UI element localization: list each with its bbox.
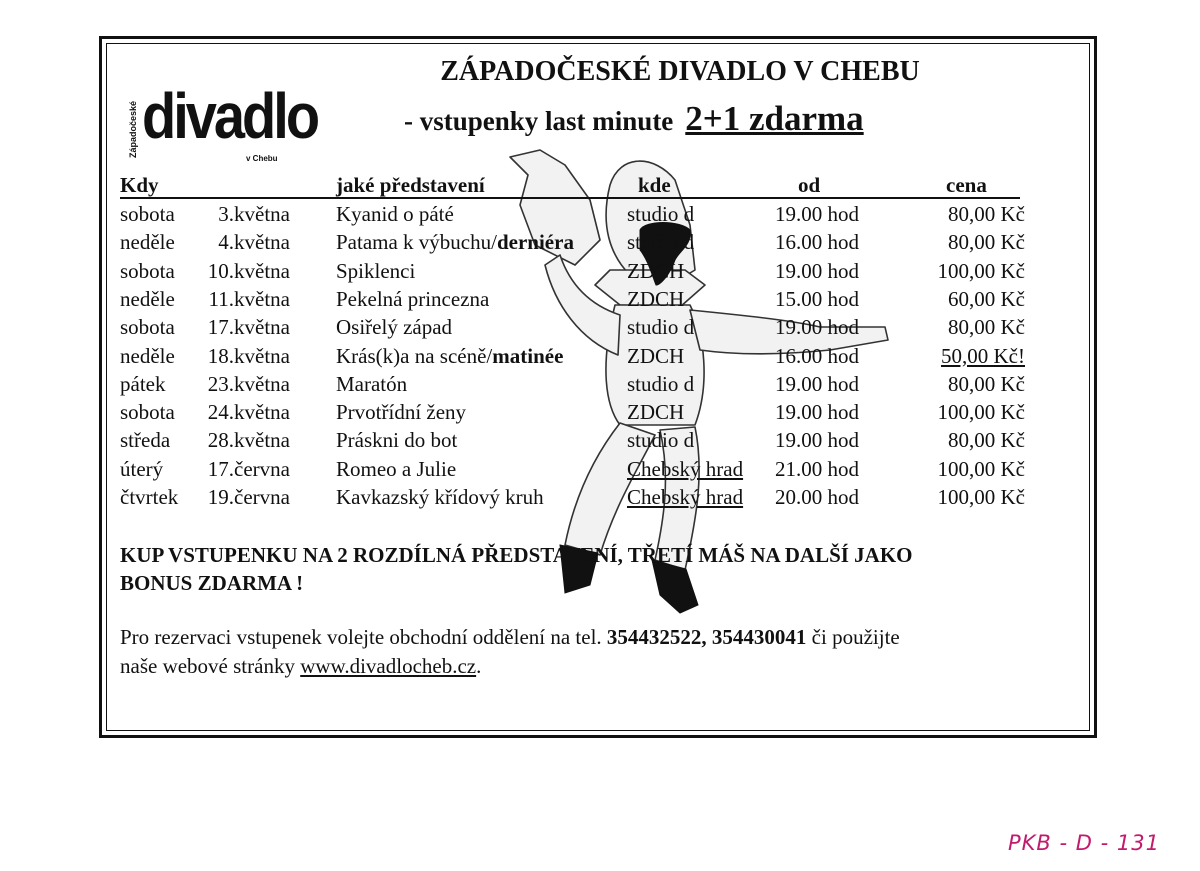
row-day: středa xyxy=(120,428,171,453)
row-date: 4.května xyxy=(218,230,290,255)
row-date: 10.května xyxy=(207,258,290,283)
row-date: 28.května xyxy=(207,428,290,453)
divadlo-logo xyxy=(128,78,318,168)
row-time: 21.00 hod xyxy=(775,456,859,481)
row-place: studio d xyxy=(627,428,695,453)
promo-line-1: KUP VSTUPENKU NA 2 ROZDÍLNÁ PŘEDSTAVENÍ, TŘETÍ MÁŠ NA DALŠÍ JAKO xyxy=(120,543,913,567)
row-price: 100,00 Kč xyxy=(937,456,1025,481)
row-time: 19.00 hod xyxy=(775,258,859,283)
show-title: Práskni do bot xyxy=(336,428,458,453)
table-row xyxy=(120,313,1040,341)
row-date: 11.května xyxy=(208,286,290,311)
page-title: ZÁPADOČESKÉ DIVADLO V CHEBU xyxy=(440,56,920,87)
info-text-line2: naše webové stránky xyxy=(120,654,295,678)
row-show xyxy=(336,483,544,511)
header-underline xyxy=(120,197,1020,199)
table-row xyxy=(120,483,1040,511)
col-header-where: kde xyxy=(638,173,671,197)
row-day: sobota xyxy=(120,202,175,226)
row-place: Chebský hrad xyxy=(627,456,744,481)
phone-numbers: 354432522, 354430041 xyxy=(606,625,807,649)
table-row xyxy=(120,370,1040,398)
row-price: 80,00 Kč xyxy=(948,371,1025,396)
show-title: Spiklenci xyxy=(336,258,416,283)
row-date: 19.června xyxy=(207,485,290,509)
row-day: sobota xyxy=(120,258,175,283)
show-title: Osiřelý západ xyxy=(336,315,453,340)
table-row xyxy=(120,228,1040,256)
reservation-info xyxy=(120,623,1080,681)
row-price: 100,00 Kč xyxy=(937,400,1025,425)
row-day: čtvrtek xyxy=(120,485,179,509)
table-row xyxy=(120,455,1040,483)
row-show xyxy=(336,313,452,341)
promo-line-2: BONUS ZDARMA ! xyxy=(120,571,304,595)
row-day: sobota xyxy=(120,315,175,340)
show-note: derniéra xyxy=(496,230,574,255)
website-link[interactable]: www.divadlocheb.cz xyxy=(300,654,477,678)
table-row xyxy=(120,285,1040,313)
row-price: 80,00 Kč xyxy=(948,230,1025,255)
subtitle-prefix: - vstupenky last minute xyxy=(404,106,674,136)
row-price: 80,00 Kč xyxy=(948,202,1025,226)
row-show xyxy=(336,228,574,256)
row-price: 100,00 Kč xyxy=(937,485,1025,509)
row-show xyxy=(336,342,563,370)
row-price: 80,00 Kč xyxy=(948,428,1025,453)
row-date: 23.května xyxy=(207,371,290,396)
row-price: 60,00 Kč xyxy=(948,286,1025,311)
show-title: Kavkazský křídový kruh xyxy=(336,485,544,509)
row-place: studio d xyxy=(627,371,695,396)
show-title: Pekelná princezna xyxy=(336,286,490,311)
col-header-when: Kdy xyxy=(120,173,159,197)
row-show xyxy=(336,426,457,454)
row-place: studio d xyxy=(627,230,695,255)
row-time: 19.00 hod xyxy=(775,202,859,226)
row-day: pátek xyxy=(120,371,166,396)
row-place: ZDCH xyxy=(627,286,685,311)
row-day: neděle xyxy=(120,230,175,255)
table-row xyxy=(120,398,1040,426)
show-title: Patama k výbuchu/ xyxy=(336,230,497,255)
row-day: neděle xyxy=(120,343,175,368)
row-time: 16.00 hod xyxy=(775,343,859,368)
row-date: 17.května xyxy=(207,315,290,340)
row-day: neděle xyxy=(120,286,175,311)
row-place: ZDCH xyxy=(627,258,685,283)
promo-text xyxy=(120,541,1070,597)
logo-word: divadlo xyxy=(142,79,318,152)
row-show xyxy=(336,200,454,228)
row-price: 50,00 Kč! xyxy=(941,343,1025,368)
info-text-middle: či použijte xyxy=(811,625,900,649)
row-time: 19.00 hod xyxy=(775,315,859,340)
show-title: Prvotřídní ženy xyxy=(336,400,467,425)
info-text-end: . xyxy=(476,654,482,678)
page-subtitle xyxy=(404,101,864,136)
logo-sub-text: v Chebu xyxy=(246,154,278,163)
show-note: matinée xyxy=(492,343,564,368)
row-show xyxy=(336,398,466,426)
row-show xyxy=(336,257,415,285)
table-row xyxy=(120,257,1040,285)
table-row xyxy=(120,200,1040,228)
row-show xyxy=(336,285,489,313)
row-day: úterý xyxy=(120,456,164,481)
row-day: sobota xyxy=(120,400,175,425)
row-date: 24.května xyxy=(207,400,290,425)
row-show xyxy=(336,370,407,398)
row-place: ZDCH xyxy=(627,400,685,425)
row-show xyxy=(336,455,456,483)
row-date: 18.května xyxy=(207,343,290,368)
row-place: Chebský hrad xyxy=(627,485,744,509)
table-row xyxy=(120,342,1040,370)
row-time: 19.00 hod xyxy=(775,371,859,396)
show-title: Maratón xyxy=(336,371,408,396)
row-time: 15.00 hod xyxy=(775,286,859,311)
show-title: Kyanid o páté xyxy=(336,202,454,226)
subtitle-highlight: 2+1 zdarma xyxy=(685,99,864,138)
show-title: Krás(k)a na scéně/ xyxy=(336,343,493,368)
row-time: 19.00 hod xyxy=(775,428,859,453)
logo-side-text: Západočeské xyxy=(128,100,138,158)
col-header-from: od xyxy=(798,173,821,197)
table-row xyxy=(120,426,1040,454)
row-time: 16.00 hod xyxy=(775,230,859,255)
row-price: 100,00 Kč xyxy=(937,258,1025,283)
row-date: 3.května xyxy=(218,202,290,226)
row-place: studio d xyxy=(627,315,695,340)
archive-stamp: PKB - D - 131 xyxy=(1008,831,1160,855)
info-text-before: Pro rezervaci vstupenek volejte obchodní oddělení na tel. xyxy=(120,625,602,649)
col-header-price: cena xyxy=(946,173,987,197)
row-time: 19.00 hod xyxy=(775,400,859,425)
show-title: Romeo a Julie xyxy=(336,456,457,481)
row-price: 80,00 Kč xyxy=(948,315,1025,340)
row-time: 20.00 hod xyxy=(775,485,859,509)
row-date: 17.června xyxy=(207,456,290,481)
col-header-show: jaké představení xyxy=(336,173,485,197)
row-place: ZDCH xyxy=(627,343,685,368)
row-place: studio d xyxy=(627,202,695,226)
